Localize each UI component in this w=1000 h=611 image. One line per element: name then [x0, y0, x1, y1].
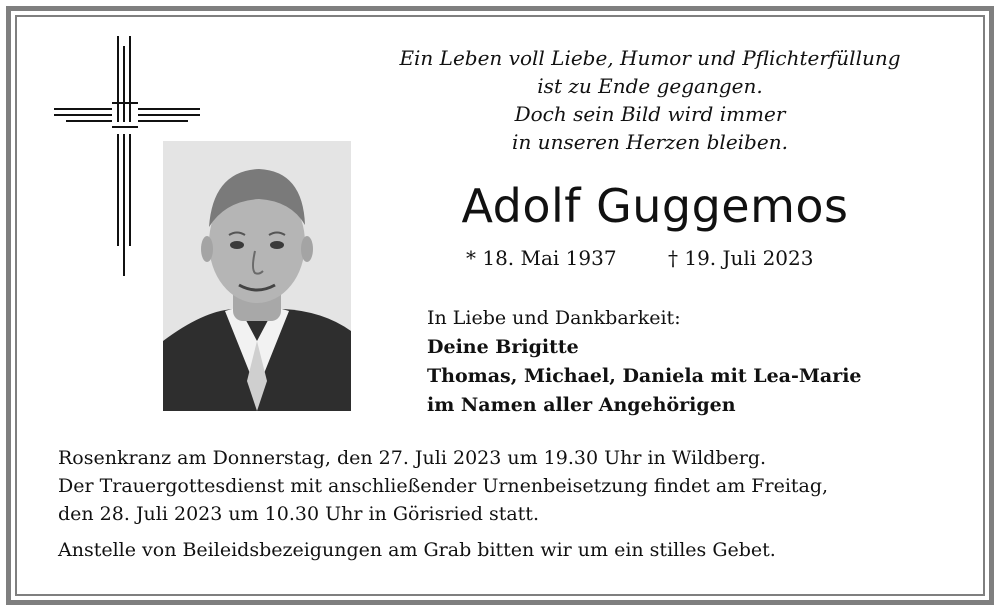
death-date: † 19. Juli 2023: [668, 246, 814, 270]
memorial-verse: [370, 44, 930, 156]
deceased-name: Adolf Guggemos: [461, 179, 849, 233]
rosary-info: Rosenkranz am Donnerstag, den 27. Juli 2023 um 19.30 Uhr in Wildberg.: [58, 447, 767, 469]
condolence-request: Anstelle von Beileidsbezeigungen am Grab bitten wir um ein stilles Gebet.: [58, 539, 776, 561]
service-info-line: den 28. Juli 2023 um 10.30 Uhr in Görisried statt.: [58, 503, 539, 525]
verse-line: Doch sein Bild wird immer: [514, 102, 786, 126]
mourner-line: Thomas, Michael, Daniela mit Lea-Marie: [427, 365, 862, 387]
birth-date: * 18. Mai 1937: [466, 246, 617, 270]
mourner-line: Deine Brigitte: [427, 336, 579, 358]
mourners-block: [427, 304, 947, 420]
mourner-line: im Namen aller Angehörigen: [427, 394, 736, 416]
service-details: [58, 444, 948, 564]
verse-line: Ein Leben voll Liebe, Humor und Pflichterfüllung: [399, 46, 901, 70]
portrait-photo: [163, 141, 351, 411]
verse-line: ist zu Ende gegangen.: [537, 74, 763, 98]
service-info-line: Der Trauergottesdienst mit anschließender Urnenbeisetzung findet am Freitag,: [58, 475, 829, 497]
verse-line: in unseren Herzen bleiben.: [512, 130, 788, 154]
mourners-intro: In Liebe und Dankbarkeit:: [427, 307, 681, 329]
